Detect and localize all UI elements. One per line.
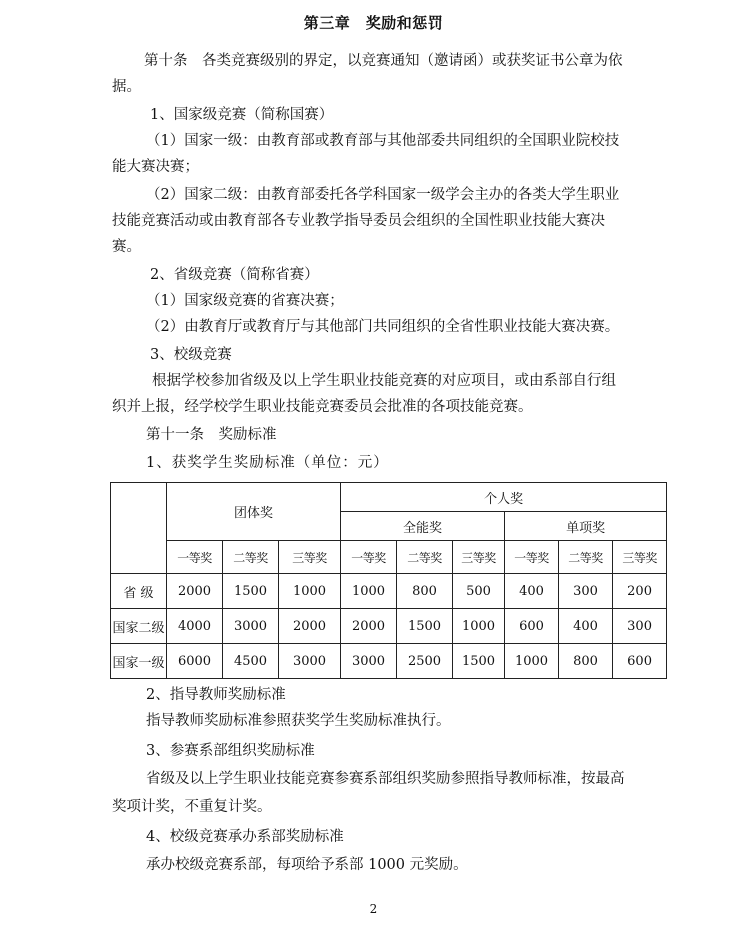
national-second-line-1: （2）国家二级：由教育部委托各学科国家一级学会主办的各类大学生职业 [146, 187, 620, 203]
department-reward-line-1: 省级及以上学生职业技能竞赛参赛系部组织奖励参照指导教师标准，按最高 [146, 771, 625, 787]
article-10-line-2: 据。 [112, 79, 141, 95]
table-cell: 3000 [341, 644, 397, 679]
table-cell: 400 [505, 574, 559, 609]
table-cell: 1500 [397, 609, 453, 644]
table-cell: 600 [505, 609, 559, 644]
page-number: 2 [369, 902, 378, 916]
table-row [111, 609, 667, 644]
individual-award-header: 个人奖 [341, 483, 667, 512]
table-cell: 3000 [279, 644, 341, 679]
table-cell: 2500 [397, 644, 453, 679]
article-10-line-1: 第十条 各类竞赛级别的界定，以竞赛通知（邀请函）或获奖证书公章为依 [144, 53, 623, 69]
host-reward-heading: 4、校级竞赛承办系部奖励标准 [146, 829, 344, 845]
allround-award-header: 全能奖 [341, 512, 505, 541]
table-cell: 3000 [223, 609, 279, 644]
table-cell: 800 [397, 574, 453, 609]
prize-grade-header: 二等奖 [559, 541, 613, 574]
table-header-row-1 [111, 483, 667, 512]
prize-grade-header: 一等奖 [505, 541, 559, 574]
table-cell: 6000 [167, 644, 223, 679]
teacher-reward-heading: 2、指导教师奖励标准 [146, 687, 286, 703]
table-cell: 1000 [453, 609, 505, 644]
table-cell: 1000 [279, 574, 341, 609]
provincial-level-heading: 2、省级竞赛（简称省赛） [150, 267, 319, 283]
table-cell: 300 [613, 609, 667, 644]
table-cell: 4500 [223, 644, 279, 679]
prize-grade-header: 一等奖 [341, 541, 397, 574]
table-cell: 1000 [341, 574, 397, 609]
table-row [111, 644, 667, 679]
row-label: 国家二级 [111, 609, 167, 644]
school-level-heading: 3、校级竞赛 [150, 347, 232, 363]
provincial-item-2: （2）由教育厅或教育厅与其他部门共同组织的全省性职业技能大赛决赛。 [146, 319, 620, 335]
national-second-line-3: 赛。 [112, 239, 141, 255]
prize-grade-header: 二等奖 [223, 541, 279, 574]
table-cell: 500 [453, 574, 505, 609]
prize-grade-header: 一等奖 [167, 541, 223, 574]
prize-grade-header: 三等奖 [453, 541, 505, 574]
student-reward-heading: 1、获奖学生奖励标准（单位：元） [146, 455, 389, 471]
national-second-line-2: 技能竞赛活动或由教育部各专业教学指导委员会组织的全国性职业技能大赛决 [112, 213, 605, 229]
row-label: 省 级 [111, 574, 167, 609]
row-label: 国家一级 [111, 644, 167, 679]
department-reward-line-2: 奖项计奖，不重复计奖。 [112, 799, 272, 815]
school-level-line-1: 根据学校参加省级及以上学生职业技能竞赛的对应项目，或由系部自行组 [152, 373, 616, 389]
prize-grade-header: 二等奖 [397, 541, 453, 574]
table-row [111, 574, 667, 609]
national-level-heading: 1、国家级竞赛（简称国赛） [150, 107, 334, 123]
prize-grade-header: 三等奖 [613, 541, 667, 574]
table-cell: 400 [559, 609, 613, 644]
school-level-line-2: 织并上报，经学校学生职业技能竞赛委员会批准的各项技能竞赛。 [112, 399, 533, 415]
table-cell: 800 [559, 644, 613, 679]
national-first-line-1: （1）国家一级：由教育部或教育部与其他部委共同组织的全国职业院校技 [146, 133, 620, 149]
teacher-reward-text: 指导教师奖励标准参照获奖学生奖励标准执行。 [146, 713, 451, 729]
chapter-title: 第三章 奖励和惩罚 [303, 14, 444, 32]
national-first-line-2: 能大赛决赛； [112, 159, 199, 175]
table-cell: 2000 [167, 574, 223, 609]
table-cell: 2000 [279, 609, 341, 644]
table-cell: 300 [559, 574, 613, 609]
table-cell: 1500 [223, 574, 279, 609]
table-header-row-3 [111, 541, 667, 574]
table-cell: 4000 [167, 609, 223, 644]
table-cell: 1000 [505, 644, 559, 679]
host-reward-text: 承办校级竞赛系部，每项给予系部 1000 元奖励。 [146, 857, 468, 873]
table-cell: 1500 [453, 644, 505, 679]
team-award-header: 团体奖 [167, 483, 341, 541]
article-11-heading: 第十一条 奖励标准 [146, 427, 277, 443]
prize-grade-header: 三等奖 [279, 541, 341, 574]
table-cell: 600 [613, 644, 667, 679]
single-award-header: 单项奖 [505, 512, 667, 541]
reward-table [110, 482, 667, 679]
table-cell: 2000 [341, 609, 397, 644]
table-cell: 200 [613, 574, 667, 609]
department-reward-heading: 3、参赛系部组织奖励标准 [146, 743, 315, 759]
corner-cell [111, 483, 167, 574]
provincial-item-1: （1）国家级竞赛的省赛决赛； [146, 293, 344, 309]
